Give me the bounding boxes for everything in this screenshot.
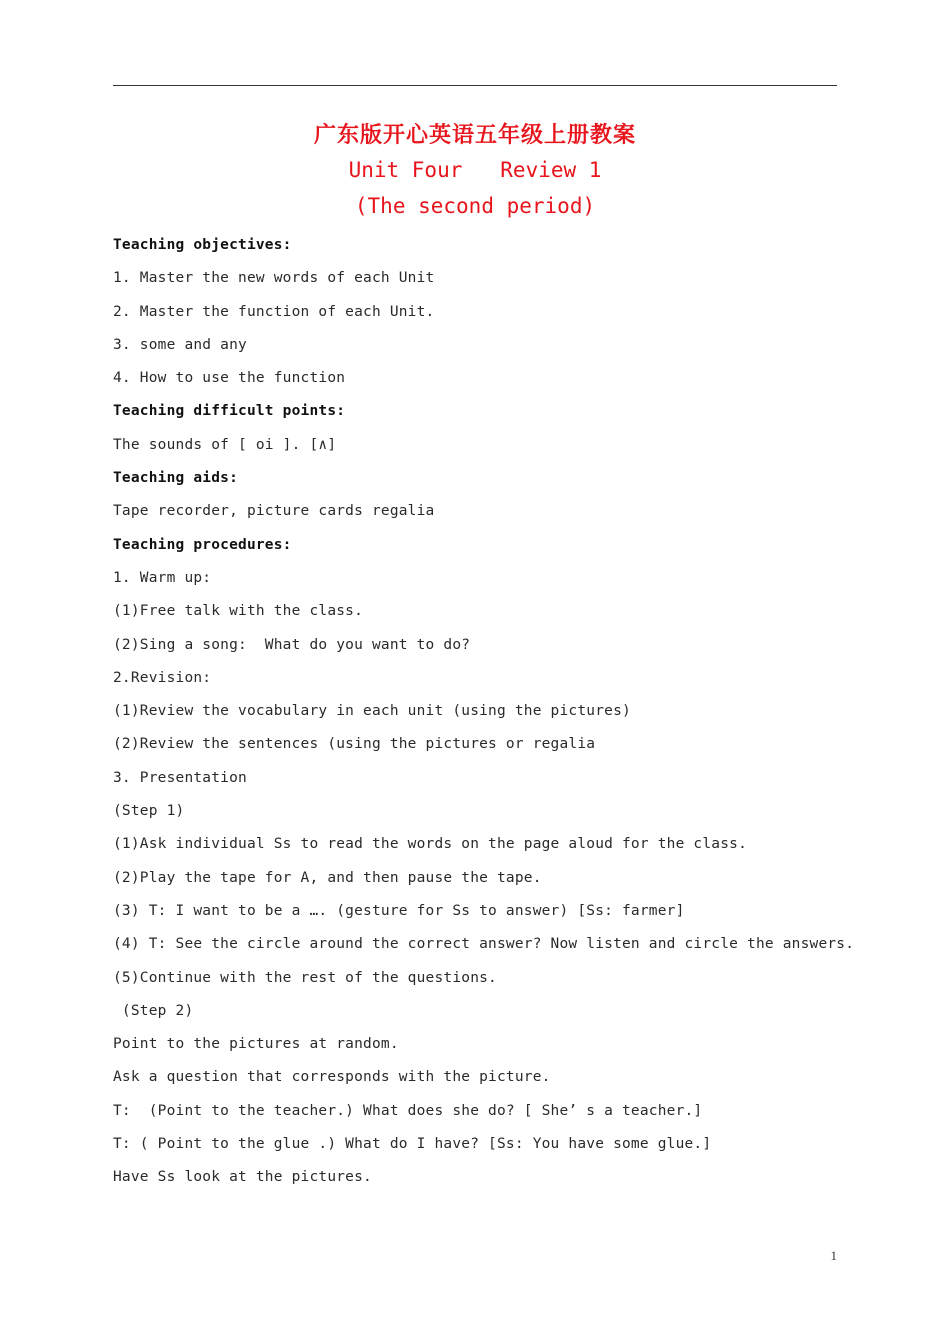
text-line: 2. Master the function of each Unit.: [113, 303, 435, 320]
text-line: 1. Warm up:: [113, 569, 212, 586]
section-heading: Teaching procedures:: [113, 536, 292, 553]
text-line: (1)Review the vocabulary in each unit (using the pictures): [113, 703, 631, 720]
text-line: (3) T: I want to be a …. (gesture for Ss to answer) [Ss: farmer]: [113, 902, 685, 919]
period-subtitle: (The second period): [354, 194, 596, 218]
text-line: (5)Continue with the rest of the questions.: [113, 969, 497, 986]
text-line: 3. Presentation: [113, 769, 247, 786]
text-line: (Step 2): [113, 1002, 194, 1019]
text-line: 4. How to use the function: [113, 370, 346, 387]
section-heading: Teaching objectives:: [113, 237, 292, 253]
text-line: Have Ss look at the pictures.: [113, 1169, 372, 1186]
unit-title: Unit Four Review 1: [348, 158, 602, 182]
text-line: (1)Ask individual Ss to read the words on the page aloud for the class.: [113, 836, 748, 853]
section-heading: Teaching aids:: [113, 470, 239, 487]
text-line: Tape recorder, picture cards regalia: [113, 503, 435, 520]
page-number: 1: [830, 1248, 837, 1263]
text-line: The sounds of [ oi ]. [∧]: [113, 436, 337, 453]
text-line: (2)Review the sentences (using the pictures or regalia: [113, 736, 596, 753]
text-line: Point to the pictures at random.: [113, 1036, 399, 1053]
text-line: (2)Sing a song: What do you want to do?: [113, 636, 471, 653]
text-line: T: (Point to the teacher.) What does she do? [ She’ s a teacher.]: [113, 1102, 703, 1119]
text-line: (4) T: See the circle around the correct answer? Now listen and circle the answers.: [113, 936, 855, 953]
text-line: Ask a question that corresponds with the picture.: [113, 1069, 551, 1086]
document-title: 广东版开心英语五年级上册教案: [313, 122, 636, 148]
text-line: (2)Play the tape for A, and then pause the tape.: [113, 869, 542, 886]
lesson-plan-body: [113, 232, 853, 1198]
text-line: 3. some and any: [113, 336, 247, 353]
text-line: (1)Free talk with the class.: [113, 603, 364, 620]
header-rule: [113, 85, 837, 86]
section-heading: Teaching difficult points:: [113, 403, 346, 420]
text-line: T: ( Point to the glue .) What do I have? [Ss: You have some glue.]: [113, 1136, 712, 1153]
text-line: (Step 1): [113, 803, 185, 820]
text-line: 1. Master the new words of each Unit: [113, 270, 435, 287]
text-line: 2.Revision:: [113, 669, 212, 686]
